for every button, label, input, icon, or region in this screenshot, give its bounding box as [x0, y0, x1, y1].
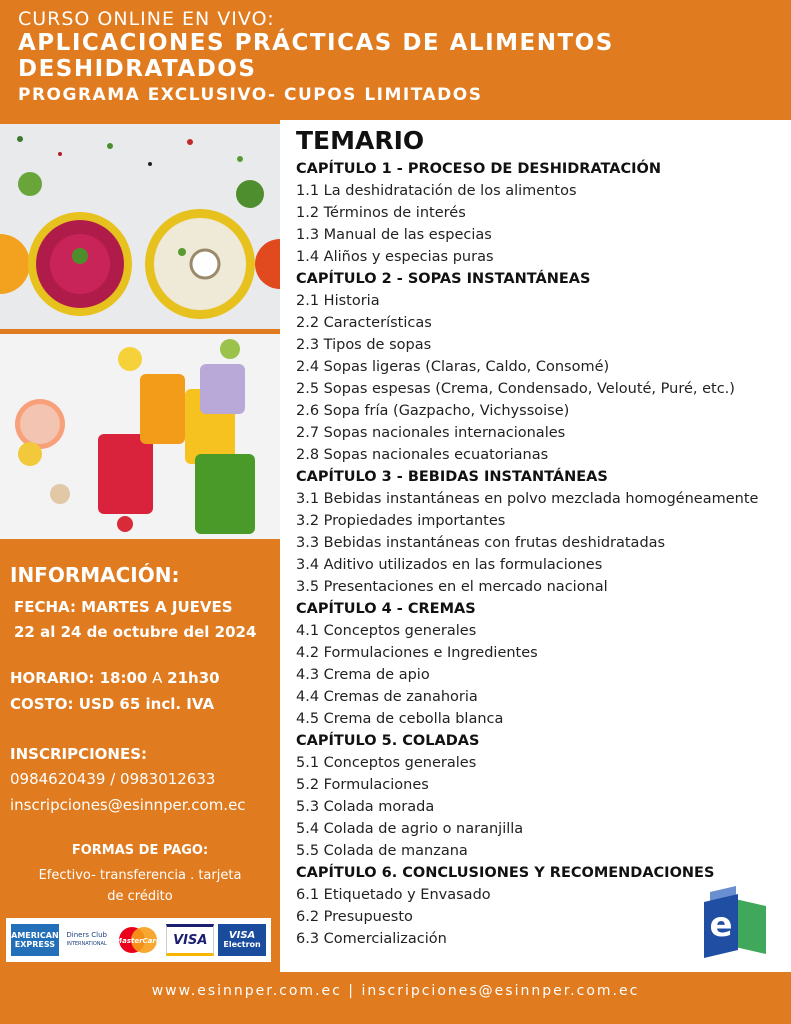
topic-item: 6.1 Etiquetado y Envasado	[296, 887, 491, 903]
chapter-heading: CAPÍTULO 5. COLADAS	[296, 733, 480, 749]
horario-sep: A	[152, 669, 163, 687]
payment-cards	[6, 918, 271, 962]
topic-item: 2.5 Sopas espesas (Crema, Condensado, Velouté, Puré, etc.)	[296, 381, 735, 397]
topic-item: 2.6 Sopa fría (Gazpacho, Vichyssoise)	[296, 403, 570, 419]
esinnper-logo-icon	[700, 886, 766, 964]
topic-item: 1.3 Manual de las especias	[296, 227, 492, 243]
topic-item: 4.4 Cremas de zanahoria	[296, 689, 478, 705]
topic-item: 5.1 Conceptos generales	[296, 755, 477, 771]
info-panel	[0, 545, 280, 975]
svg-text:e: e	[709, 905, 733, 945]
chapter-heading: CAPÍTULO 6. CONCLUSIONES Y RECOMENDACIONES	[296, 865, 715, 881]
topic-item: 1.4 Aliños y especias puras	[296, 249, 494, 265]
fecha-days: FECHA: MARTES A JUEVES	[14, 598, 233, 616]
topic-item: 3.1 Bebidas instantáneas en polvo mezclada homogéneamente	[296, 491, 759, 507]
topic-item: 5.5 Colada de manzana	[296, 843, 468, 859]
horario-start: HORARIO: 18:00	[10, 669, 148, 687]
amex-logo	[11, 924, 59, 956]
mastercard-logo	[114, 924, 162, 956]
topic-item: 3.3 Bebidas instantáneas con frutas deshidratadas	[296, 535, 666, 551]
topic-item: 4.5 Crema de cebolla blanca	[296, 711, 504, 727]
costo: COSTO: USD 65 incl. IVA	[10, 695, 215, 713]
topic-item: 6.2 Presupuesto	[296, 909, 413, 925]
amex-text2: EXPRESS	[14, 940, 56, 949]
topic-item: 5.4 Colada de agrio o naranjilla	[296, 821, 524, 837]
header	[0, 0, 791, 120]
inscripciones-label: INSCRIPCIONES:	[10, 745, 148, 763]
juices-photo	[0, 334, 280, 539]
topic-item: 4.2 Formulaciones e Ingredientes	[296, 645, 538, 661]
topic-item: 3.2 Propiedades importantes	[296, 513, 506, 529]
electron-text2: Electron	[223, 940, 261, 949]
chapter-heading: CAPÍTULO 3 - BEBIDAS INSTANTÁNEAS	[296, 469, 608, 485]
temario-panel	[280, 120, 791, 972]
topic-item: 2.7 Sopas nacionales internacionales	[296, 425, 566, 441]
chapter-heading: CAPÍTULO 4 - CREMAS	[296, 601, 476, 617]
amex-text1: AMERICAN	[11, 931, 59, 940]
diners-text1: Diners Club	[66, 931, 107, 939]
topic-item: 4.3 Crema de apio	[296, 667, 430, 683]
email-link[interactable]: inscripciones@esinnper.com.ec	[10, 796, 246, 814]
info-title: INFORMACIÓN:	[10, 563, 180, 587]
visa-electron-logo	[218, 924, 266, 956]
chapter-heading: CAPÍTULO 2 - SOPAS INSTANTÁNEAS	[296, 271, 591, 287]
payment-line2: de crédito	[107, 889, 173, 904]
topic-item: 1.1 La deshidratación de los alimentos	[296, 183, 577, 199]
course-title-line1: APLICACIONES PRÁCTICAS DE ALIMENTOS	[18, 30, 614, 56]
topic-item: 2.2 Características	[296, 315, 432, 331]
payment-line1: Efectivo- transferencia . tarjeta	[38, 868, 242, 883]
topic-item: 2.1 Historia	[296, 293, 380, 309]
visa-logo: VISA	[166, 924, 214, 956]
diners-logo	[63, 924, 111, 956]
horario-end: 21h30	[167, 669, 220, 687]
topic-item: 2.4 Sopas ligeras (Claras, Caldo, Consomé)	[296, 359, 610, 375]
topic-item: 3.4 Aditivo utilizados en las formulaciones	[296, 557, 603, 573]
course-subtitle: PROGRAMA EXCLUSIVO- CUPOS LIMITADOS	[18, 85, 483, 105]
topic-item: 5.3 Colada morada	[296, 799, 435, 815]
soups-photo	[0, 124, 280, 329]
diners-text2: INTERNATIONAL	[66, 941, 107, 947]
topic-item: 3.5 Presentaciones en el mercado nacional	[296, 579, 608, 595]
mastercard-text: MasterCard	[115, 937, 162, 945]
electron-text1: VISA	[228, 930, 256, 941]
payment-label: FORMAS DE PAGO:	[71, 843, 209, 858]
topic-item: 5.2 Formulaciones	[296, 777, 429, 793]
topic-item: 2.8 Sopas nacionales ecuatorianas	[296, 447, 549, 463]
temario-list	[296, 158, 791, 950]
temario-title: TEMARIO	[296, 126, 425, 155]
fecha-dates: 22 al 24 de octubre del 2024	[14, 623, 257, 641]
payment-methods	[0, 865, 280, 907]
topic-item: 4.1 Conceptos generales	[296, 623, 477, 639]
course-title-line2: DESHIDRATADOS	[18, 56, 257, 82]
topic-item: 1.2 Términos de interés	[296, 205, 466, 221]
topic-item: 2.3 Tipos de sopas	[296, 337, 432, 353]
chapter-heading: CAPÍTULO 1 - PROCESO DE DESHIDRATACIÓN	[296, 161, 662, 177]
topic-item: 6.3 Comercialización	[296, 931, 447, 947]
course-type: CURSO ONLINE EN VIVO:	[18, 8, 275, 30]
horario	[10, 669, 220, 687]
footer-contacts[interactable]: www.esinnper.com.ec | inscripciones@esinnper.com.ec	[151, 983, 640, 999]
phone-numbers[interactable]: 0984620439 / 0983012633	[10, 770, 216, 788]
